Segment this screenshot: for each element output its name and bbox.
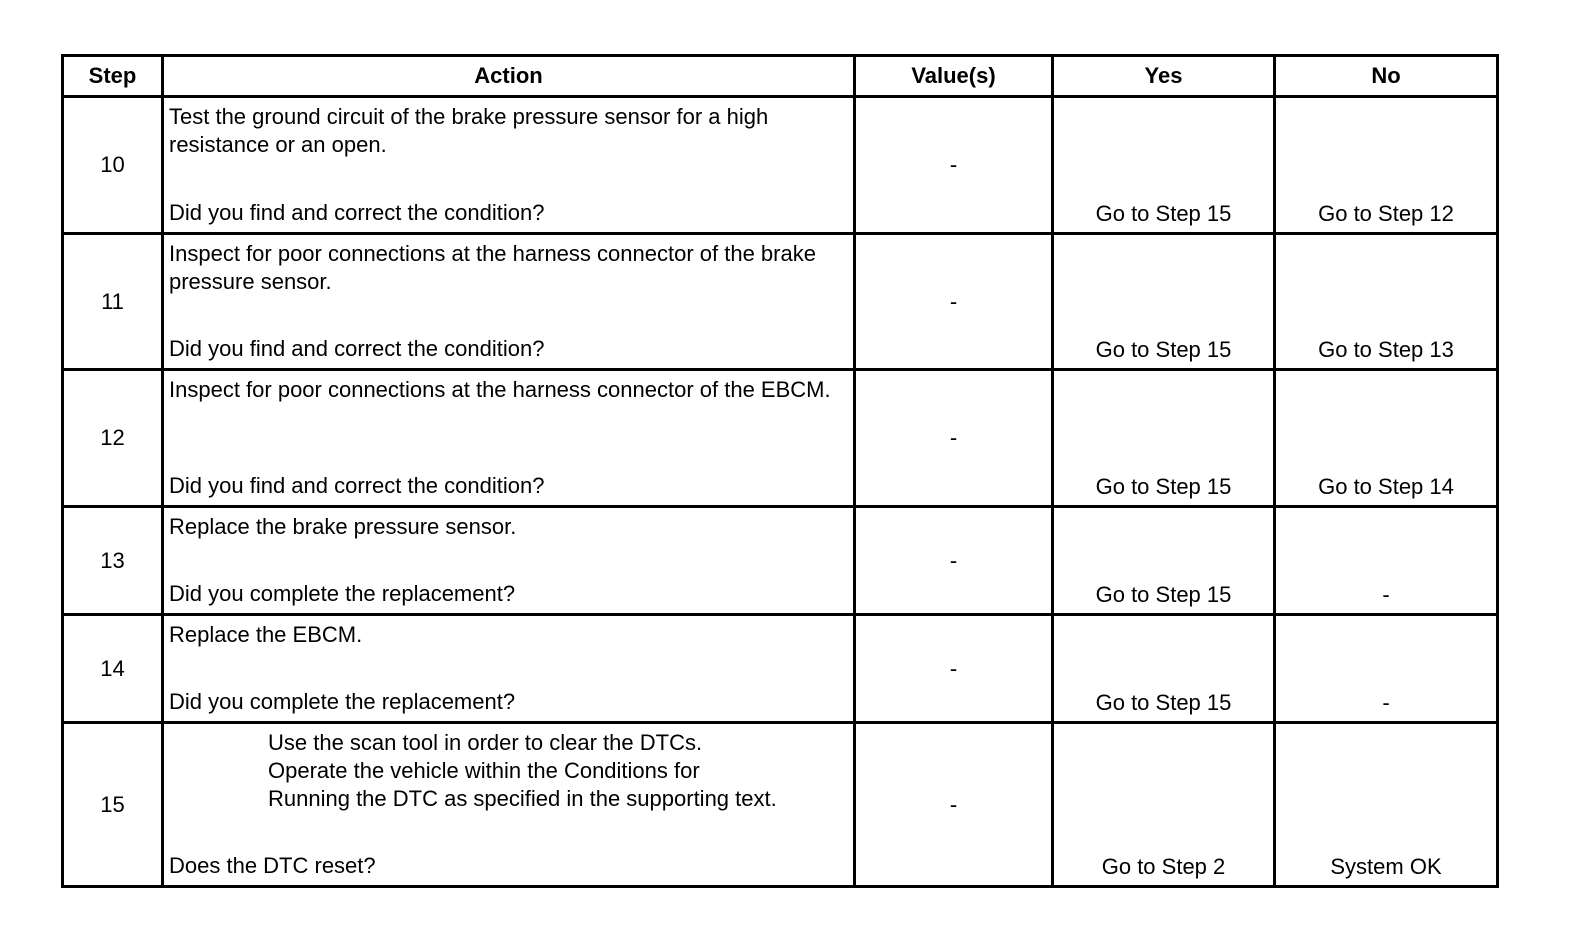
no-result: System OK [1330, 854, 1442, 879]
table-row [63, 234, 1498, 370]
yes-result: Go to Step 15 [1095, 690, 1232, 715]
yes-cell [1053, 234, 1275, 370]
table-row [63, 723, 1498, 887]
step-number: 11 [63, 234, 163, 370]
header-action: Action [163, 56, 855, 97]
action-cell [163, 615, 855, 723]
yes-cell [1053, 370, 1275, 507]
yes-result: Go to Step 15 [1095, 582, 1232, 607]
yes-cell [1053, 97, 1275, 234]
action-question: Does the DTC reset? [169, 853, 376, 878]
action-question: Did you complete the replacement? [169, 581, 516, 606]
action-text [268, 729, 847, 813]
step-number: 10 [63, 97, 163, 234]
value-cell: - [855, 507, 1053, 615]
action-cell [163, 234, 855, 370]
action-text: Replace the brake pressure sensor. [169, 514, 517, 539]
action-line: Use the scan tool in order to clear the DTCs. [268, 730, 703, 755]
table-header-row [63, 56, 1498, 97]
table-row [63, 507, 1498, 615]
no-cell [1275, 507, 1498, 615]
header-yes: Yes [1053, 56, 1275, 97]
table-row [63, 370, 1498, 507]
yes-result: Go to Step 15 [1095, 201, 1232, 226]
yes-cell [1053, 723, 1275, 887]
action-question: Did you find and correct the condition? [169, 336, 545, 361]
value-cell: - [855, 370, 1053, 507]
no-cell [1275, 97, 1498, 234]
step-number: 13 [63, 507, 163, 615]
yes-cell [1053, 615, 1275, 723]
table-row [63, 615, 1498, 723]
no-cell [1275, 723, 1498, 887]
action-text: Replace the EBCM. [169, 622, 363, 647]
action-text: Inspect for poor connections at the harness connector of the EBCM. [169, 377, 831, 402]
step-number: 12 [63, 370, 163, 507]
table-row [63, 97, 1498, 234]
no-result: Go to Step 14 [1318, 474, 1454, 499]
no-cell [1275, 370, 1498, 507]
value-cell: - [855, 234, 1053, 370]
header-step: Step [63, 56, 163, 97]
action-question: Did you complete the replacement? [169, 689, 516, 714]
action-cell [163, 370, 855, 507]
step-number: 14 [63, 615, 163, 723]
no-result: Go to Step 12 [1318, 201, 1454, 226]
header-values: Value(s) [855, 56, 1053, 97]
value-cell: - [855, 97, 1053, 234]
no-result: - [1382, 582, 1390, 607]
yes-cell [1053, 507, 1275, 615]
action-text: Test the ground circuit of the brake pressure sensor for a high resistance or an open. [169, 104, 769, 157]
header-no: No [1275, 56, 1498, 97]
step-number: 15 [63, 723, 163, 887]
no-cell [1275, 234, 1498, 370]
action-text: Inspect for poor connections at the harness connector of the brake pressure sensor. [169, 241, 816, 294]
yes-result: Go to Step 2 [1101, 854, 1226, 879]
yes-result: Go to Step 15 [1095, 474, 1232, 499]
value-cell: - [855, 615, 1053, 723]
yes-result: Go to Step 15 [1095, 337, 1232, 362]
action-cell [163, 507, 855, 615]
action-cell [163, 723, 855, 887]
no-result: Go to Step 13 [1318, 337, 1454, 362]
action-line: Operate the vehicle within the Conditions for [268, 758, 700, 783]
action-question: Did you find and correct the condition? [169, 200, 545, 225]
action-cell [163, 97, 855, 234]
action-line: Running the DTC as specified in the supporting text. [268, 786, 777, 811]
diagnostic-table [61, 54, 1499, 888]
no-result: - [1382, 690, 1390, 715]
no-cell [1275, 615, 1498, 723]
action-question: Did you find and correct the condition? [169, 473, 545, 498]
value-cell: - [855, 723, 1053, 887]
